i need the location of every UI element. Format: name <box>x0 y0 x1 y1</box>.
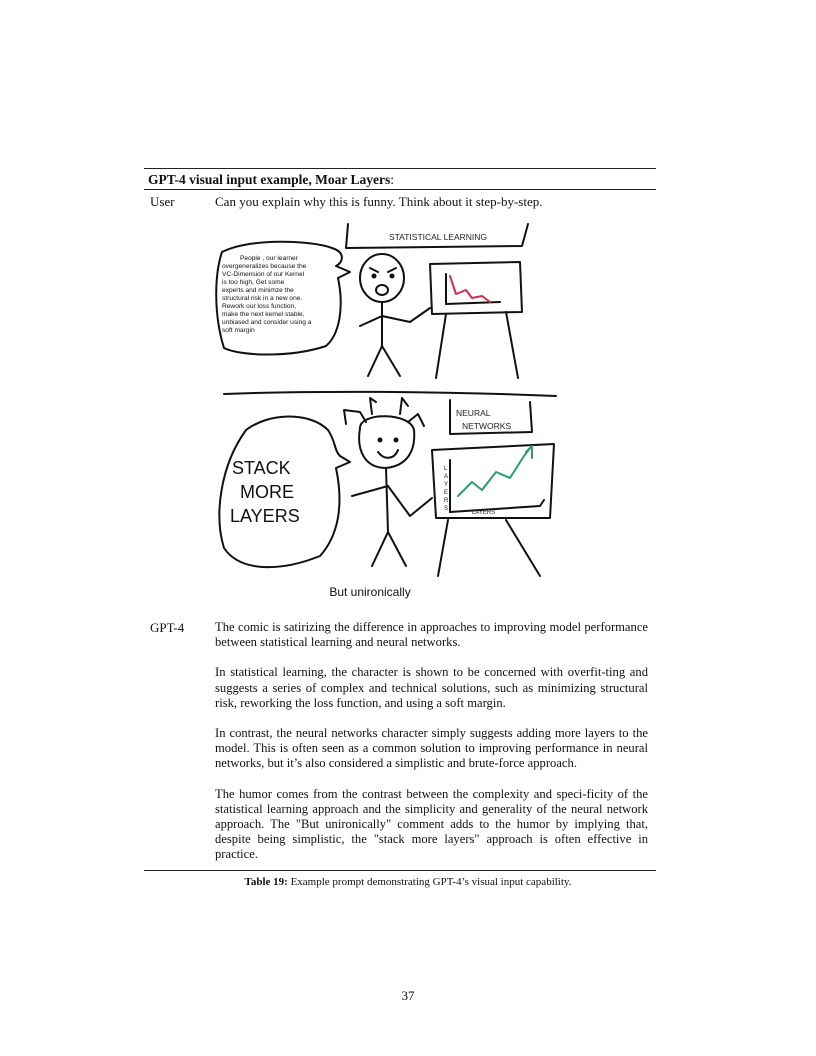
stick-figure-jester <box>344 398 432 566</box>
speech-line: make the next kernel stable, <box>222 311 305 318</box>
table-title-colon: : <box>390 172 395 187</box>
speech-line: is too high, Get some <box>222 279 285 286</box>
speech-line: unbiased and consider using a <box>222 319 312 326</box>
stack-line: LAYERS <box>230 506 300 526</box>
y-axis-letter: E <box>444 490 449 496</box>
y-axis-letter: S <box>444 506 449 512</box>
table-title <box>148 172 394 188</box>
comic-image <box>210 216 560 606</box>
y-axis-letter: A <box>444 474 449 480</box>
answer-paragraph: The comic is satirizing the difference in approaches to improving model performance between statistical learning and neural networks. <box>215 620 648 650</box>
user-role-label: User <box>150 194 175 209</box>
y-axis-letter: Y <box>444 482 449 488</box>
speech-line: Rework our loss function, <box>222 303 297 310</box>
table-header-rule <box>144 189 656 190</box>
panel2-label-2: NETWORKS <box>462 421 512 431</box>
stack-text <box>230 458 300 526</box>
y-axis-label <box>444 466 449 512</box>
speech-line: overgeneralizes because the <box>222 263 307 270</box>
table-top-rule <box>144 168 656 169</box>
speech-line: VC-Dimension of our Kernel <box>222 271 305 278</box>
table-title-bold: GPT-4 visual input example, Moar Layers <box>148 172 391 187</box>
user-prompt: Can you explain why this is funny. Think about it step-by-step. <box>215 194 543 209</box>
x-axis-label: LAYERS <box>472 510 496 516</box>
y-axis-letter: R <box>444 498 449 504</box>
y-axis-letter: L <box>444 466 448 472</box>
caption-label: Table 19: <box>244 876 288 888</box>
caption-text: Example prompt demonstrating GPT-4’s visual input capability. <box>287 876 572 888</box>
speech-text <box>222 255 312 334</box>
stick-figure-statistician <box>360 254 430 376</box>
answer-paragraph: In statistical learning, the character is shown to be concerned with overfit-ting and suggests a series of complex and technical solutions, such as minimizing structural risk, reworking the loss function, and using a soft margin. <box>215 665 648 710</box>
speech-line: experts and minimze the <box>222 287 294 294</box>
speech-line: structural risk in a new one. <box>222 295 303 302</box>
panel2-label-1: NEURAL <box>456 408 491 418</box>
table-caption <box>144 876 672 888</box>
panel-divider <box>224 392 556 396</box>
answer-paragraph: In contrast, the neural networks character simply suggests adding more layers to the model. This is often seen as a common solution to improving performance in neural networks, but it’s also considered a simplistic and brute-force approach. <box>215 726 648 771</box>
comic-footer: But unironically <box>329 585 411 599</box>
page-number: 37 <box>401 988 415 1003</box>
panel1-label: STATISTICAL LEARNING <box>388 232 488 242</box>
speech-line: soft margin <box>222 327 255 334</box>
speech-line: People , our learner <box>240 255 298 262</box>
gpt-answer <box>215 620 648 863</box>
stack-line: STACK <box>232 458 291 478</box>
gpt-role-label: GPT-4 <box>150 620 185 635</box>
stack-line: MORE <box>240 482 294 502</box>
table-bottom-rule <box>144 870 656 871</box>
answer-paragraph: The humor comes from the contrast between the complexity and speci-ficity of the statistical learning approach and the simplicity and generality of the neural network approach. The "But unironically" comment adds to the humor by implying that, despite being simplistic, the "stack more layers" approach is often effective in practice. <box>215 786 648 862</box>
easel-statistical <box>430 262 522 378</box>
